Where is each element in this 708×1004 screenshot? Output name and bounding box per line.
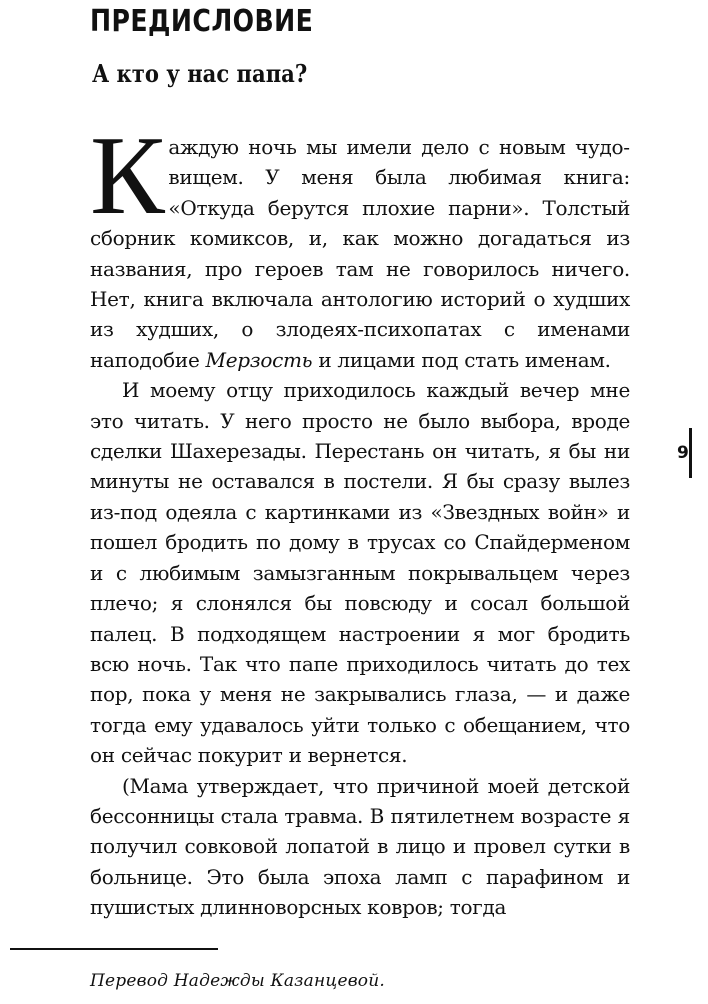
footnote-rule bbox=[10, 948, 218, 950]
paragraph-1 bbox=[90, 114, 630, 375]
footnote: Перевод Надежды Казанцевой. bbox=[90, 971, 385, 991]
paragraph-2: И моему отцу приходилось каждый вечер мне это читать. У него просто не было выбора, вроде сделки Шахерезады. Перестань он читать, я бы ни минуты не оставался в постели. Я бы сразу вылез из-под одеяла с картинками из «Звездных войн» и пошел бродить по дому в трусах со Спайдерменом и с любимым замызганным покрывальцем через плечо; я слонялся бы повсюду и сосал большой палец. В подходящем настроении я мог бродить всю ночь. Так что папе приходилось читать до тех пор, пока у меня не закрывались глаза, — и даже тогда ему удавалось уйти только с обещанием, что он сейчас покурит и вернется. bbox=[90, 378, 630, 768]
italic-title-mention: Мерзость bbox=[205, 347, 313, 372]
section-subtitle: А кто у нас папа? bbox=[92, 59, 308, 88]
page-marker-line bbox=[689, 428, 692, 478]
paragraph-1-text: аждую ночь мы имели дело с новым чудовищем. У меня была любимая книга: «Откуда берутся плохие парни». Толстый сборник комиксов, и, как можно догадаться из названия, про героев там не говорилось ничего. Нет, книга включала антологию историй о худших из худших, о злодеях-психопатах с именами наподобие bbox=[90, 135, 630, 372]
page-number: 9 bbox=[677, 443, 689, 463]
body-text bbox=[90, 114, 630, 923]
drop-cap: К bbox=[90, 114, 165, 238]
paragraph-3: (Мама утверждает, что причиной моей детской бессонницы стала травма. В пятилетнем возрасте я получил совковой лопатой в лицо и провел сутки в больнице. Это была эпоха ламп с парафином и пушистых длинноворсных ковров; тогда bbox=[90, 773, 630, 920]
chapter-title: ПРЕДИСЛОВИЕ bbox=[90, 4, 314, 39]
paragraph-1-tail: и лицами под стать именам. bbox=[312, 347, 611, 372]
